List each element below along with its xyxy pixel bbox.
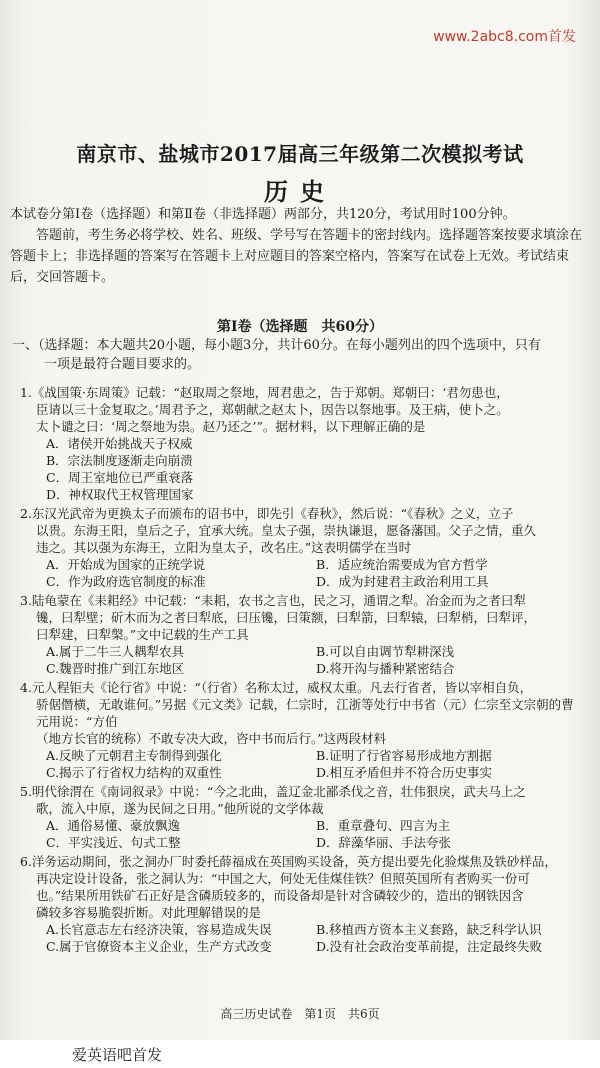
part-intro: [12, 336, 586, 374]
instructions: [10, 204, 582, 288]
option-A: A.反映了元朝君主专制得到强化: [46, 748, 222, 763]
question-stem-line: 镵，曰犁壁；斫木而为之者曰犁底，曰压镵，曰策额，曰犁箭，曰犁辕，曰犁梢，曰犁评，: [36, 610, 537, 625]
question-stem-line: 臣请以三十金复取之。’周君予之，郑朝献之赵太卜，因告以祭地事。及王病，使卜之。: [36, 402, 509, 417]
question-stem-line: 以贵。东海王阳，皇后之子，宜承大统。皇太子强，崇执谦退，愿备藩国。父子之情，重久: [36, 523, 537, 538]
option-A: A.长官意志左右经济决策，容易造成失误: [46, 922, 272, 937]
option-C: C．作为政府选官制度的标准: [46, 574, 206, 589]
question-1: [20, 384, 586, 503]
part-intro-line-2: 一项是最符合题目要求的。: [44, 357, 201, 372]
part-intro-line-1: 一、（选择题：本大题共20小题，每小题3分，共计60分。在每小题列出的四个选项中，只有: [12, 338, 541, 353]
question-stem-line: 磷较多容易脆裂折断。对此理解错误的是: [36, 905, 262, 920]
instruction-line-1: 本试卷分第Ⅰ卷（选择题）和第Ⅱ卷（非选择题）两部分，共120分，考试用时100分钟。: [10, 207, 516, 222]
instruction-line-2: 答题前，考生务必将学校、姓名、班级、学号写在答题卡的密封线内。选择题答案按要求填涂在答题卡上；非选择题的答案写在答题卡上对应题目的答案空格内，答案写在试卷上无效。考试结束后，交回答题卡。: [10, 228, 583, 285]
question-stem-line: 3.陆龟蒙在《耒耜经》中记载：“耒耜，农书之言也，民之习，通谓之犁。冶金而为之者曰犁: [20, 593, 526, 608]
question-stem-line: 也。”结果所用铁矿石正好是含磷质较多的，而设备却是针对含磷较少的，造出的钢铁因含: [36, 888, 524, 903]
option-C: C.魏晋时推广到江东地区: [46, 661, 185, 676]
option-B: B.移植西方资本主义套路，缺乏科学认识: [316, 922, 542, 937]
page-footer: 高三历史试卷 第1页 共6页: [220, 1007, 380, 1021]
question-stem-line: 再决定设计设备，张之洞认为：“中国之大，何处无佳煤佳铁？但照英国所有者购买一份可: [36, 871, 530, 886]
question-stem-line: 曰犁建，曰犁槃。”文中记载的生产工具: [36, 627, 249, 642]
question-stem-line: 2.东汉光武帝为更换太子而颁布的诏书中，即先引《春秋》，然后说：“《春秋》之义，立子: [20, 506, 514, 521]
options: [20, 921, 586, 955]
question-5: [20, 783, 586, 851]
question-4: [20, 679, 586, 781]
option-D: D．辞藻华丽、手法夸张: [316, 835, 452, 850]
option-C: C.揭示了行省权力结构的双重性: [46, 765, 222, 780]
question-stem-line: 1.《战国策·东周策》记载：“赵取周之祭地，周君患之，告于郑朝。郑朝曰：‘君勿患也，: [20, 385, 509, 400]
options: [20, 556, 586, 590]
question-stem-line: 5.明代徐渭在《南词叙录》中说：“今之北曲，盖辽金北鄙杀伐之音，壮伟狠戾，武夫马上之: [20, 784, 526, 799]
question-stem-line: 4.元人程钜夫《论行省》中说：“（行省）名称太过，威权太重。凡去行省者，皆以宰相自负，: [20, 680, 533, 695]
bottom-watermark: 爱英语吧首发: [72, 1046, 163, 1064]
option-B: B．重章叠句、四言为主: [316, 818, 451, 833]
option-C: C．平实浅近、句式工整: [46, 835, 181, 850]
question-stem-line: 6.洋务运动期间，张之洞办厂时委托薛福成在英国购买设备，英方提出要先化验煤焦及铁砂样品，: [20, 854, 557, 869]
option-D: D.相互矛盾但并不符合历史事实: [316, 765, 493, 780]
question-3: [20, 592, 586, 677]
option-B: B.证明了行省容易形成地方割据: [316, 748, 492, 763]
options: [20, 817, 586, 851]
question-list: [20, 384, 586, 957]
option-B: B.可以自由调节犁耕深浅: [316, 644, 455, 659]
option-A: A．诸侯开始挑战天子权威: [46, 436, 193, 451]
watermark-top: www.2abc8.com首发: [433, 29, 576, 45]
question-stem-line: 骄倨僭横，无敢谁何。”另据《元文类》记载，仁宗时，江浙等处行中书省（元）仁宗至文宗朝的曹元用说：“方伯: [36, 697, 574, 729]
option-D: D．成为封建君主政治利用工具: [316, 574, 489, 589]
option-D: D.将开沟与播种紧密结合: [316, 661, 455, 676]
question-stem-line: （地方长官的统称）不敢专决大政，咨中书而后行。”这两段材料: [36, 731, 387, 746]
option-B: B．宗法制度逐渐走向崩溃: [46, 453, 193, 468]
option-D: D．神权取代王权管理国家: [46, 487, 194, 502]
option-C: C．周王室地位已严重衰落: [46, 470, 194, 485]
exam-title: 南京市、盐城市2017届高三年级第二次模拟考试: [76, 142, 524, 166]
question-stem-line: 歌，流入中原，遂为民间之日用。”他所说的文学体裁: [36, 801, 324, 816]
options: [20, 747, 586, 781]
option-A: A.属于二牛三人耦犁农具: [46, 644, 185, 659]
option-A: A．通俗易懂、豪放飘逸: [46, 818, 181, 833]
option-A: A．开始成为国家的正统学说: [46, 557, 206, 572]
options: [20, 435, 586, 503]
option-C: C.属于官僚资本主义企业，生产方式改变: [46, 939, 272, 954]
option-D: D.没有社会政治变革前提，注定最终失败: [316, 939, 543, 954]
option-B: B．适应统治需要成为官方哲学: [316, 557, 488, 572]
question-6: [20, 853, 586, 955]
question-stem-line: 太卜谴之曰：‘周之祭地为祟。赵乃还之’”。据材料，以下理解正确的是: [36, 419, 426, 434]
options: [20, 643, 586, 677]
subject-heading: 历史: [264, 177, 336, 206]
question-stem-line: 违之。其以强为东海王，立阳为皇太子，改名庄。”这表明儒学在当时: [36, 540, 412, 555]
section-title: 第Ⅰ卷（选择题 共60分）: [216, 319, 384, 335]
question-2: [20, 505, 586, 590]
